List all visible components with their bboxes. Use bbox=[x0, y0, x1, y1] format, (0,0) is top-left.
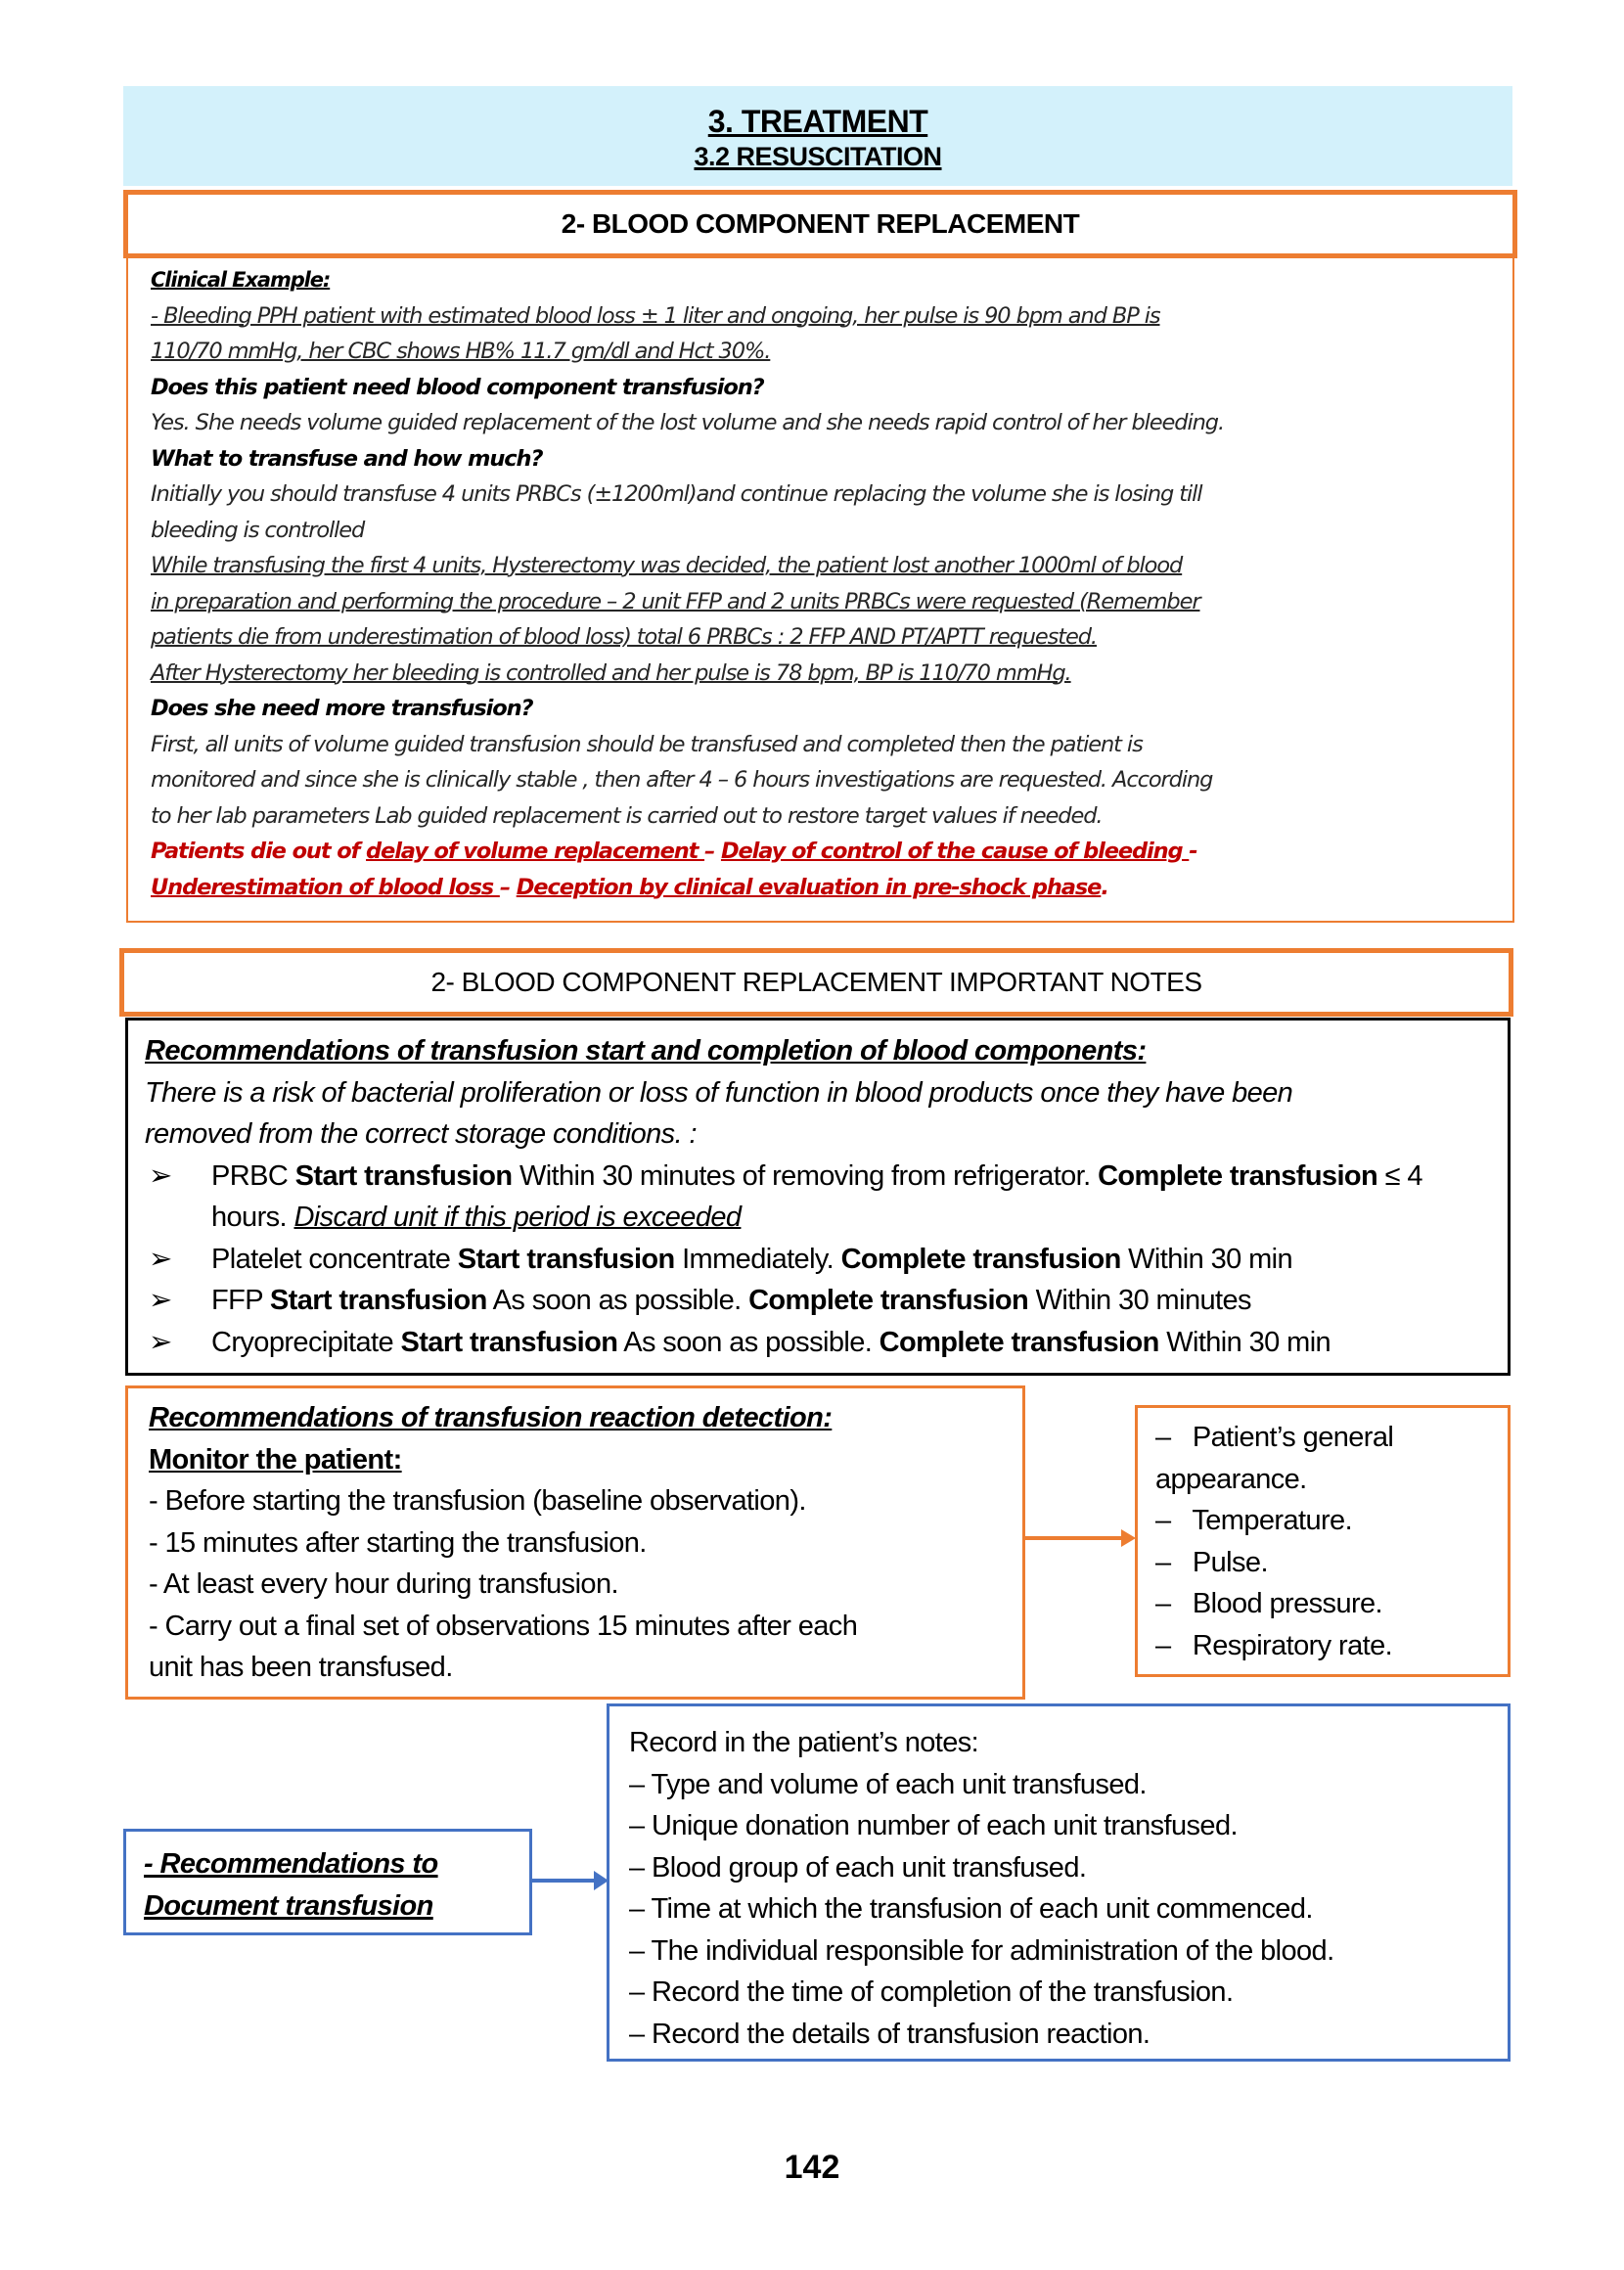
start-completion-box bbox=[125, 1018, 1511, 1376]
answer-line: to her lab parameters Lab guided replacement is carried out to restore target values if needed. bbox=[151, 802, 1103, 829]
warning-item: Deception by clinical evaluation in pre-shock phase bbox=[516, 874, 1102, 900]
monitor-heading: Monitor the patient: bbox=[149, 1443, 402, 1476]
arrowhead-bullet-icon: ➢ bbox=[149, 1159, 172, 1192]
answer-line: bleeding is controlled bbox=[151, 517, 365, 543]
list-item: – Patient’s general bbox=[1155, 1422, 1394, 1453]
list-item: – Record the time of completion of the transfusion. bbox=[629, 1976, 1234, 2008]
section2-title: 2- BLOOD COMPONENT REPLACEMENT IMPORTANT NOTES bbox=[430, 967, 1202, 997]
question-line: Does she need more transfusion? bbox=[151, 696, 533, 721]
list-item: – Time at which the transfusion of each unit commenced. bbox=[629, 1893, 1313, 1925]
section2-title-box bbox=[119, 948, 1513, 1017]
answer-line: First, all units of volume guided transfusion should be transfused and completed then the patient is bbox=[151, 731, 1143, 757]
warning-line: Patients die out of delay of volume replacement – Delay of control of the cause of bleeding - bbox=[151, 839, 1197, 864]
intro-text: There is a risk of bacterial proliferation or loss of function in blood products once they have been bbox=[145, 1076, 1293, 1109]
start-completion-heading: Recommendations of transfusion start and completion of blood components: bbox=[145, 1035, 1147, 1067]
document-label: - Recommendations to bbox=[144, 1848, 438, 1880]
chapter-header bbox=[123, 86, 1512, 186]
case-line: - Bleeding PPH patient with estimated blood loss ± 1 liter and ongoing, her pulse is 90 bpm and BP is bbox=[151, 302, 1160, 329]
question-line: Does this patient need blood component transfusion? bbox=[151, 374, 764, 400]
case-line: While transfusing the first 4 units, Hysterectomy was decided, the patient lost another 1000ml of blood bbox=[151, 553, 1183, 578]
record-notes-box bbox=[607, 1703, 1511, 2062]
case-line: 110/70 mmHg, her CBC shows HB% 11.7 gm/dl and Hct 30%. bbox=[151, 339, 771, 364]
warning-item: Delay of control of the cause of bleeding bbox=[720, 839, 1190, 864]
case-line: After Hysterectomy her bleeding is controlled and her pulse is 78 bpm, BP is 110/70 mmHg. bbox=[151, 659, 1071, 686]
list-item: ➢ Cryoprecipitate Start transfusion As soon as possible. Complete transfusion Within 30 min bbox=[145, 1322, 1494, 1364]
list-item: - At least every hour during transfusion. bbox=[149, 1568, 618, 1600]
list-item: ➢ FFP Start transfusion As soon as possible. Complete transfusion Within 30 minutes bbox=[145, 1280, 1494, 1322]
arrowhead-bullet-icon: ➢ bbox=[149, 1243, 172, 1275]
warning-item: Underestimation of blood loss bbox=[151, 874, 500, 900]
list-item: appearance. bbox=[1155, 1463, 1307, 1495]
list-item: - Carry out a final set of observations 15 minutes after each bbox=[149, 1610, 858, 1642]
section-subtitle: 3.2 RESUSCITATION bbox=[694, 142, 942, 171]
clinical-example-box bbox=[126, 256, 1514, 923]
warning-item: delay of volume replacement bbox=[366, 839, 705, 864]
list-item: – The individual responsible for administration of the blood. bbox=[629, 1934, 1334, 1967]
list-item: - 15 minutes after starting the transfusion. bbox=[149, 1526, 647, 1559]
intro-text: removed from the correct storage conditions. : bbox=[145, 1118, 697, 1150]
page-number: 142 bbox=[784, 2149, 840, 2186]
list-item: – Respiratory rate. bbox=[1155, 1629, 1393, 1661]
list-item: – Temperature. bbox=[1155, 1505, 1353, 1536]
warning-line: Underestimation of blood loss – Deception by clinical evaluation in pre-shock phase. bbox=[151, 874, 1108, 900]
list-item: ➢ PRBC Start transfusion Within 30 minutes of removing from refrigerator. Complete transfusion ≤ 4 hours. Discard unit if this period is exceeded bbox=[145, 1156, 1494, 1239]
section1-title: 2- BLOOD COMPONENT REPLACEMENT bbox=[561, 208, 1080, 239]
clinical-example-label: Clinical Example: bbox=[151, 268, 331, 292]
arrowhead-bullet-icon: ➢ bbox=[149, 1326, 172, 1358]
answer-line: monitored and since she is clinically stable , then after 4 – 6 hours investigations are requested. According bbox=[151, 767, 1213, 793]
list-item: – Blood group of each unit transfused. bbox=[629, 1851, 1087, 1884]
reaction-detection-heading: Recommendations of transfusion reaction detection: bbox=[149, 1402, 833, 1433]
document-label: Document transfusion bbox=[144, 1889, 433, 1922]
question-line: What to transfuse and how much? bbox=[151, 445, 543, 472]
list-item: unit has been transfused. bbox=[149, 1652, 453, 1683]
case-line: in preparation and performing the procedure – 2 unit FFP and 2 units PRBCs were requested (Remember bbox=[151, 588, 1200, 614]
reaction-detection-box bbox=[125, 1385, 1025, 1700]
observations-box bbox=[1135, 1405, 1511, 1677]
discard-note: Discard unit if this period is exceeded bbox=[293, 1202, 742, 1233]
case-line: patients die from underestimation of blood loss) total 6 PRBCs : 2 FFP AND PT/APTT requested. bbox=[151, 624, 1097, 650]
list-item: – Blood pressure. bbox=[1155, 1588, 1383, 1619]
list-item: ➢ Platelet concentrate Start transfusion Immediately. Complete transfusion Within 30 min bbox=[145, 1239, 1494, 1281]
list-item: – Unique donation number of each unit transfused. bbox=[629, 1810, 1238, 1841]
arrowhead-bullet-icon: ➢ bbox=[149, 1285, 172, 1316]
document-transfusion-box bbox=[123, 1829, 532, 1935]
chapter-title: 3. TREATMENT bbox=[707, 104, 928, 139]
list-item: - Before starting the transfusion (baseline observation). bbox=[149, 1485, 806, 1517]
record-heading: Record in the patient’s notes: bbox=[629, 1727, 979, 1758]
answer-line: Yes. She needs volume guided replacement of the lost volume and she needs rapid control of her bleeding. bbox=[151, 410, 1224, 435]
answer-line: Initially you should transfuse 4 units PRBCs (±1200ml)and continue replacing the volume she is losing till bbox=[151, 481, 1202, 507]
list-item: – Type and volume of each unit transfused. bbox=[629, 1768, 1147, 1800]
arrow-right-icon bbox=[531, 1869, 609, 1892]
list-item: – Record the details of transfusion reaction. bbox=[629, 2018, 1150, 2050]
list-item: – Pulse. bbox=[1155, 1546, 1268, 1578]
section1-title-box bbox=[123, 190, 1517, 258]
arrow-right-icon bbox=[1025, 1526, 1137, 1550]
